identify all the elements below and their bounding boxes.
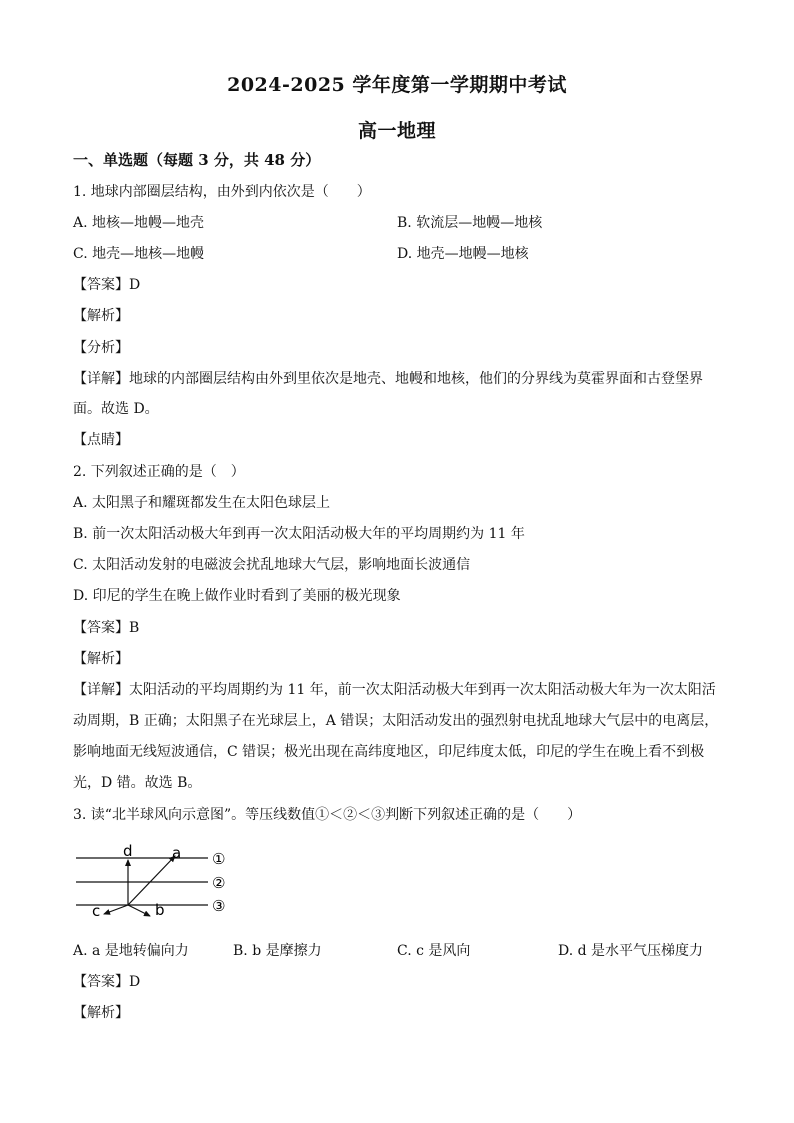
arrow-c bbox=[104, 905, 128, 914]
wind-direction-diagram bbox=[68, 838, 238, 922]
isobar-label-3: ③ bbox=[212, 897, 226, 915]
q2-option-a: A. 太阳黑子和耀斑都发生在太阳色球层上 bbox=[73, 495, 331, 511]
q3-answer: 【答案】D bbox=[73, 974, 141, 990]
arrow-b bbox=[128, 905, 150, 916]
q1-detail-line-2: 面。故选 D。 bbox=[73, 401, 159, 417]
q3-analysis-label: 【解析】 bbox=[73, 1005, 129, 1021]
q2-detail-line-4: 光，D 错。故选 B。 bbox=[73, 775, 202, 791]
q3-option-b: B. b 是摩擦力 bbox=[233, 943, 322, 959]
q1-dianjing-label: 【点睛】 bbox=[73, 432, 129, 448]
q3-stem: 3. 读“北半球风向示意图”。等压线数值①＜②＜③判断下列叙述正确的是（ ） bbox=[73, 807, 582, 823]
isobar-label-2: ② bbox=[212, 874, 226, 892]
q2-option-d: D. 印尼的学生在晚上做作业时看到了美丽的极光现象 bbox=[73, 588, 401, 604]
q1-stem: 1. 地球内部圈层结构，由外到内依次是（ ） bbox=[73, 184, 371, 200]
q2-analysis-label: 【解析】 bbox=[73, 651, 129, 667]
label-b: b bbox=[155, 901, 165, 919]
q2-option-c: C. 太阳活动发射的电磁波会扰乱地球大气层，影响地面长波通信 bbox=[73, 557, 471, 573]
arrow-a bbox=[128, 856, 175, 905]
q2-stem: 2. 下列叙述正确的是（ ） bbox=[73, 464, 245, 480]
section-heading: 一、单选题（每题 3 分，共 48 分） bbox=[73, 151, 321, 169]
label-a: a bbox=[172, 844, 182, 862]
q1-analysis-label: 【解析】 bbox=[73, 308, 129, 324]
q1-option-a: A. 地核—地幔—地壳 bbox=[73, 215, 205, 231]
exam-subject: 高一地理 bbox=[357, 120, 436, 142]
exam-title: 2024-2025 学年度第一学期期中考试 bbox=[227, 74, 567, 96]
q1-fenxi-label: 【分析】 bbox=[73, 340, 129, 356]
q2-detail-line-2: 动周期，B 正确；太阳黑子在光球层上，A 错误；太阳活动发出的强烈射电扰乱地球大气层中的电离层， bbox=[73, 713, 719, 729]
label-d: d bbox=[123, 842, 133, 860]
isobar-label-1: ① bbox=[212, 850, 226, 868]
q2-option-b: B. 前一次太阳活动极大年到再一次太阳活动极大年的平均周期约为 11 年 bbox=[73, 526, 525, 542]
q1-option-c: C. 地壳—地核—地幔 bbox=[73, 246, 205, 262]
q3-option-a: A. a 是地转偏向力 bbox=[73, 943, 189, 959]
q1-option-b: B. 软流层—地幔—地核 bbox=[397, 215, 543, 231]
q1-answer: 【答案】D bbox=[73, 277, 141, 293]
q3-option-d: D. d 是水平气压梯度力 bbox=[558, 943, 704, 959]
label-c: c bbox=[92, 902, 101, 920]
q1-option-d: D. 地壳—地幔—地核 bbox=[397, 246, 529, 262]
q2-detail-line-1: 【详解】太阳活动的平均周期约为 11 年，前一次太阳活动极大年到再一次太阳活动极大年为一次太阳活 bbox=[73, 682, 716, 698]
q3-option-c: C. c 是风向 bbox=[397, 943, 471, 959]
q2-detail-line-3: 影响地面无线短波通信，C 错误；极光出现在高纬度地区，印尼纬度太低，印尼的学生在晚上看不到极 bbox=[73, 744, 705, 760]
q2-answer: 【答案】B bbox=[73, 620, 140, 636]
q1-detail-line-1: 【详解】地球的内部圈层结构由外到里依次是地壳、地幔和地核，他们的分界线为莫霍界面和古登堡界 bbox=[73, 371, 703, 387]
